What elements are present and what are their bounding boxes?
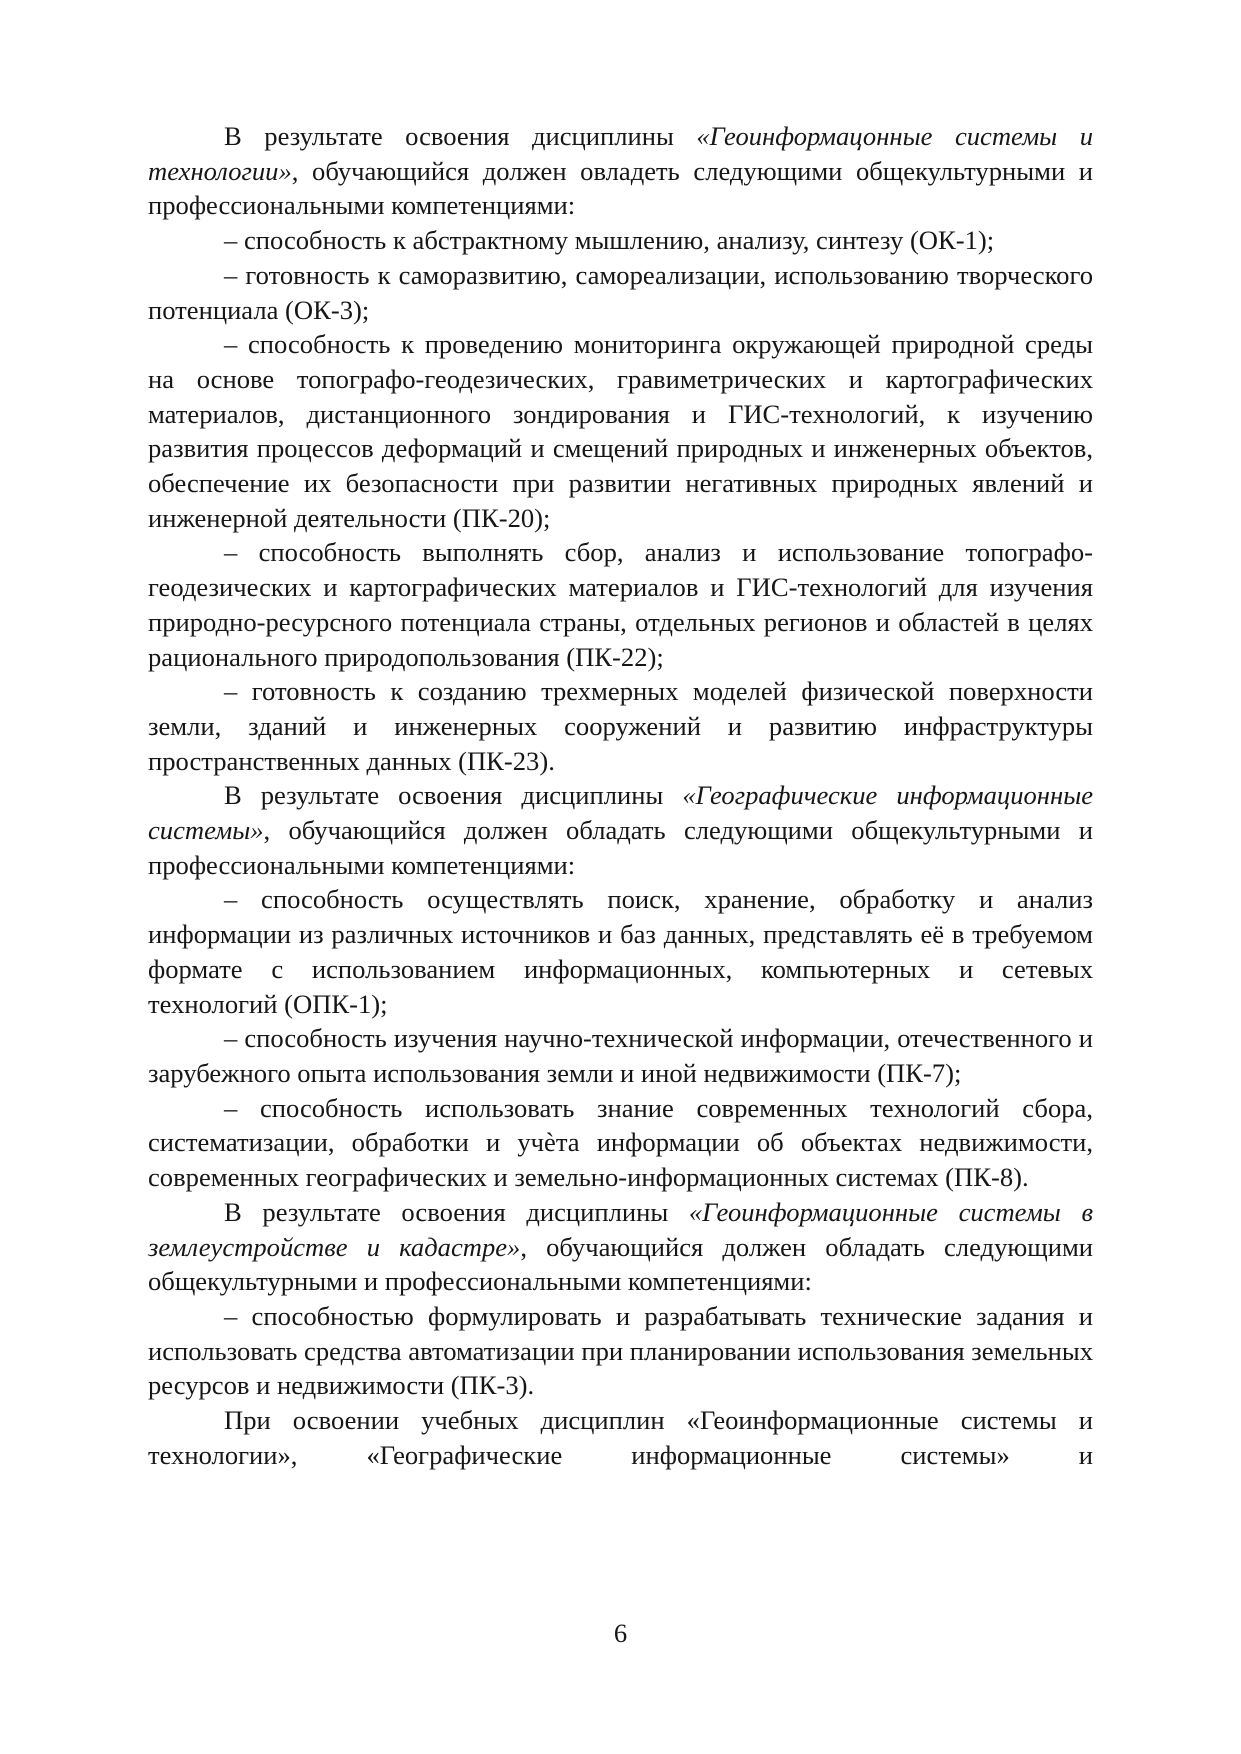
paragraph-5 <box>148 535 1093 674</box>
paragraph-6 <box>148 674 1093 778</box>
italic-title: «Геоинформацонные системы и технологии» <box>148 121 1094 186</box>
paragraph-text: При освоении учебных дисциплин «Геоинформационные системы и технологии», «Географические информационные системы» и <box>148 1405 1093 1470</box>
paragraph-text: – способность изучения научно-технической информации, отечественного и зарубежного опыта использования земли и иной недвижимости (ПК-7); <box>148 1023 1093 1088</box>
paragraph-1 <box>148 119 1093 223</box>
paragraph-text: , обучающийся должен овладеть следующими общекультурными и профессиональными компетенциями: <box>148 155 1093 221</box>
page-number: 6 <box>613 1618 628 1648</box>
paragraph-text: – готовность к саморазвитию, самореализации, использованию творческого потенциала (ОК-3); <box>148 259 1093 325</box>
paragraph-7 <box>148 778 1093 882</box>
paragraph-12 <box>148 1299 1093 1403</box>
paragraph-3 <box>148 258 1093 327</box>
paragraph-text: В результате освоения дисциплины <box>224 780 683 811</box>
paragraph-4 <box>148 327 1093 535</box>
paragraph-text: – готовность к созданию трехмерных моделей физической поверхности земли, зданий и инженерных сооружений и развитию инфраструктуры пространственных данных (ПК-23). <box>148 676 1093 776</box>
italic-title: «Географические информационные системы» <box>148 780 1094 846</box>
paragraph-text: – способность к абстрактному мышлению, анализу, синтезу (ОК-1); <box>224 225 995 256</box>
italic-title: «Геоинформационные системы в землеустройстве и кадастре» <box>148 1196 1093 1262</box>
paragraph-9 <box>148 1021 1093 1090</box>
paragraph-10 <box>148 1091 1093 1195</box>
paragraph-text: – способность осуществлять поиск, хранение, обработку и анализ информации из различных источников и баз данных, представлять её в требуемом формате с использованием информационных, компьютерных и сетевых технологий (ОПК-1); <box>148 884 1093 1019</box>
paragraph-text: , обучающийся должен обладать следующими общекультурными и профессиональными компетенциями: <box>148 815 1093 880</box>
paragraph-text: – способность выполнять сбор, анализ и использование топографо-геодезических и картографических материалов и ГИС-технологий для изучения природно-ресурсного потенциала страны, отдельных регионов и областей в целях рационального природопользования (ПК-22); <box>148 537 1093 672</box>
paragraph-text: В результате освоения дисциплины <box>224 1196 689 1227</box>
paragraph-11 <box>148 1195 1093 1299</box>
paragraph-text: – способностью формулировать и разрабатывать технические задания и использовать средства автоматизации при планировании использования земельных ресурсов и недвижимости (ПК-3). <box>148 1300 1093 1401</box>
paragraph-8 <box>148 882 1093 1021</box>
paragraph-13 <box>148 1403 1093 1472</box>
paragraph-text: – способность использовать знание современных технологий сбора, систематизации, обработки и учѐта информации об объектах недвижимости, современных географических и земельно-информационных системах (ПК-8). <box>148 1092 1093 1193</box>
paragraph-text: , обучающийся должен обладать следующими общекультурными и профессиональными компетенциями: <box>148 1231 1094 1297</box>
document-body <box>148 119 1093 1472</box>
paragraph-2 <box>148 223 1093 258</box>
paragraph-text: – способность к проведению мониторинга окружающей природной среды на основе топографо-геодезических, гравиметрических и картографических материалов, дистанционного зондирования и ГИС-технологий, к изучению развития процессов деформаций и смещений природных и инженерных объектов, обеспечение их безопасности при развитии негативных природных явлений и инженерной деятельности (ПК-20); <box>148 329 1093 533</box>
paragraph-text: В результате освоения дисциплины <box>224 121 697 151</box>
